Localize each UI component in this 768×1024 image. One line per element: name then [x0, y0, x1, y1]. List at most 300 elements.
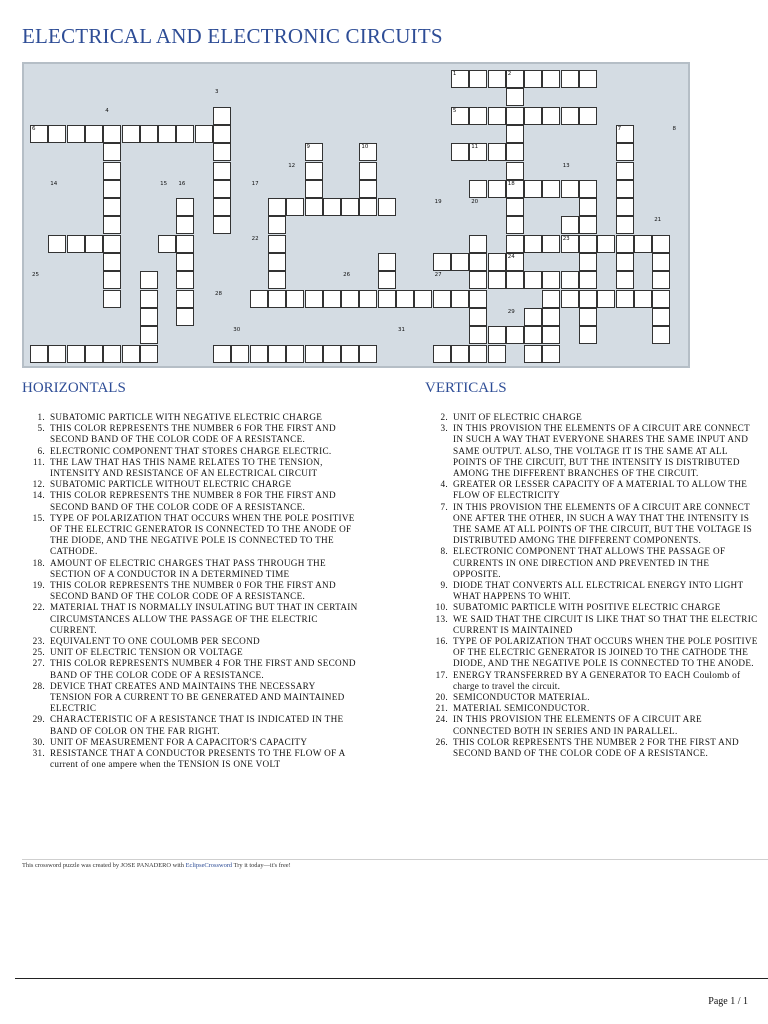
clue-number: 3.: [440, 423, 448, 434]
grid-cell[interactable]: [579, 326, 597, 344]
clue-text: ENERGY TRANSFERRED BY A GENERATOR TO EACH Coulomb of charge to travel the circuit.: [453, 669, 741, 691]
grid-cell[interactable]: [341, 345, 359, 363]
vertical-clue: [425, 423, 758, 479]
grid-cell[interactable]: [634, 235, 652, 253]
grid-cell[interactable]: [506, 216, 524, 234]
grid-cell[interactable]: [305, 162, 323, 180]
grid-cell[interactable]: [176, 253, 194, 271]
grid-cell[interactable]: [616, 162, 634, 180]
grid-cell[interactable]: [176, 235, 194, 253]
credit-line: [22, 862, 291, 869]
vertical-clue: [425, 737, 758, 759]
clue-text: THIS COLOR REPRESENTS THE NUMBER 0 FOR THE FIRST AND SECOND BAND OF THE COLOR CODE OF A RESISTANCE.: [50, 580, 336, 602]
clue-number-label: 5: [452, 107, 457, 114]
grid-cell[interactable]: [213, 180, 231, 198]
grid-cell[interactable]: [524, 271, 542, 289]
clue-number: 19.: [32, 580, 45, 591]
grid-cell[interactable]: [469, 345, 487, 363]
grid-cell[interactable]: [176, 125, 194, 143]
grid-cell[interactable]: [652, 235, 670, 253]
grid-cell[interactable]: [524, 180, 542, 198]
clue-number-label: 10: [361, 144, 369, 151]
grid-cell[interactable]: [341, 290, 359, 308]
grid-cell[interactable]: [305, 290, 323, 308]
clue-number: 2.: [440, 412, 448, 422]
clue-number: 4.: [440, 479, 448, 490]
verticals-heading: VERTICALS: [425, 380, 507, 396]
page-number: Page 1 / 1: [708, 996, 748, 1007]
vertical-clue: [425, 614, 758, 636]
grid-cell[interactable]: [561, 180, 579, 198]
clue-text: IN THIS PROVISION THE ELEMENTS OF A CIRCUIT ARE CONNECT IN SUCH A WAY THAT EVERYONE SHARES THE SAME INPUT AND SAME OUTPUT. ALSO, THE VOLTAGE IT IS THE SAME AT ALL POINTS OF THE CIRCUIT, BUT THE INTENSITY IS DISTRIBUTED AMONG THE DIFFERENT BRANCHES OF THE CIRCUIT.: [453, 423, 750, 479]
clue-number: 7.: [440, 501, 448, 512]
bottom-divider: [15, 978, 768, 979]
grid-cell[interactable]: [103, 143, 121, 161]
grid-cell[interactable]: [652, 290, 670, 308]
grid-cell[interactable]: [268, 290, 286, 308]
clue-text: GREATER OR LESSER CAPACITY OF A MATERIAL TO ALLOW THE FLOW OF ELECTRICITY: [453, 479, 748, 501]
grid-cell[interactable]: [616, 216, 634, 234]
eclipse-crossword-link[interactable]: EclipseCrossword: [185, 862, 233, 869]
horizontal-clue: [22, 479, 358, 490]
vertical-clue: [425, 479, 758, 501]
clue-number-label: 4: [105, 107, 109, 114]
grid-cell[interactable]: [213, 216, 231, 234]
vertical-clue: [425, 692, 758, 703]
grid-cell[interactable]: [451, 253, 469, 271]
clue-number-label: 3: [215, 89, 219, 96]
grid-cell[interactable]: [469, 326, 487, 344]
clue-text: RESISTANCE THAT A CONDUCTOR PRESENTS TO THE FLOW OF A current of one ampere when the TENSION IS ONE VOLT: [50, 748, 346, 770]
grid-cell[interactable]: [359, 162, 377, 180]
grid-cell[interactable]: [103, 162, 121, 180]
clue-number-label: 12: [288, 162, 296, 169]
grid-cell[interactable]: [597, 235, 615, 253]
clue-text: THIS COLOR REPRESENTS NUMBER 4 FOR THE FIRST AND SECOND BAND OF THE COLOR CODE OF A RESISTANCE.: [50, 658, 356, 680]
grid-cell[interactable]: [542, 308, 560, 326]
grid-cell[interactable]: [268, 198, 286, 216]
grid-cell[interactable]: [488, 143, 506, 161]
grid-cell[interactable]: [579, 107, 597, 125]
clue-number: 31.: [32, 748, 45, 759]
clue-number-label: 23: [562, 235, 570, 242]
grid-cell[interactable]: [67, 345, 85, 363]
grid-cell[interactable]: [176, 290, 194, 308]
grid-cell[interactable]: [396, 290, 414, 308]
clue-text: MATERIAL SEMICONDUCTOR.: [453, 703, 590, 714]
grid-cell[interactable]: [506, 107, 524, 125]
clue-number: 12.: [32, 479, 45, 490]
vertical-clue: [425, 502, 758, 547]
grid-cell[interactable]: [359, 290, 377, 308]
grid-cell[interactable]: [579, 290, 597, 308]
grid-cell[interactable]: [524, 326, 542, 344]
grid-cell[interactable]: [506, 88, 524, 106]
grid-cell[interactable]: [561, 216, 579, 234]
grid-cell[interactable]: [542, 326, 560, 344]
grid-cell[interactable]: [140, 125, 158, 143]
grid-cell[interactable]: [103, 271, 121, 289]
grid-cell[interactable]: [323, 198, 341, 216]
grid-cell[interactable]: [250, 290, 268, 308]
grid-cell[interactable]: [542, 70, 560, 88]
grid-cell[interactable]: [488, 345, 506, 363]
grid-cell[interactable]: [469, 180, 487, 198]
grid-cell[interactable]: [85, 345, 103, 363]
grid-cell[interactable]: [469, 271, 487, 289]
vertical-clues: [425, 412, 758, 759]
grid-cell[interactable]: [378, 198, 396, 216]
grid-cell[interactable]: [634, 290, 652, 308]
grid-cell[interactable]: [268, 271, 286, 289]
grid-cell[interactable]: [433, 345, 451, 363]
grid-cell[interactable]: [305, 345, 323, 363]
clue-text: CHARACTERISTIC OF A RESISTANCE THAT IS INDICATED IN THE BAND OF COLOR ON THE FAR RIGHT.: [50, 714, 344, 736]
grid-cell[interactable]: [103, 290, 121, 308]
grid-cell[interactable]: [488, 326, 506, 344]
grid-cell[interactable]: [140, 308, 158, 326]
horizontal-clue: [22, 423, 358, 445]
clue-number: 29.: [32, 714, 45, 725]
grid-cell[interactable]: [359, 180, 377, 198]
clue-number-label: 20: [471, 199, 479, 206]
grid-cell[interactable]: [469, 308, 487, 326]
clue-number-label: 18: [507, 180, 515, 187]
clue-text: AMOUNT OF ELECTRIC CHARGES THAT PASS THROUGH THE SECTION OF A CONDUCTOR IN A DETERMINED TIME: [50, 557, 326, 579]
grid-cell[interactable]: [616, 253, 634, 271]
grid-cell[interactable]: [176, 271, 194, 289]
clue-number: 22.: [32, 602, 45, 613]
horizontal-clue: [22, 748, 358, 770]
grid-cell[interactable]: [579, 271, 597, 289]
grid-cell[interactable]: [378, 290, 396, 308]
clue-number: 9.: [440, 580, 448, 591]
horizontal-clue: [22, 714, 358, 736]
grid-cell[interactable]: [341, 198, 359, 216]
grid-cell[interactable]: [616, 235, 634, 253]
grid-cell[interactable]: [158, 125, 176, 143]
grid-cell[interactable]: [48, 345, 66, 363]
grid-cell[interactable]: [579, 216, 597, 234]
grid-cell[interactable]: [85, 125, 103, 143]
clue-text: THE LAW THAT HAS THIS NAME RELATES TO THE TENSION, INTENSITY AND RESISTANCE OF AN ELECTRICAL CIRCUIT: [50, 456, 323, 479]
grid-cell[interactable]: [506, 271, 524, 289]
horizontal-clue: [22, 636, 358, 647]
clue-number-label: 31: [398, 327, 405, 334]
grid-cell[interactable]: [103, 216, 121, 234]
vertical-clue: [425, 670, 758, 692]
horizontal-clue: [22, 513, 358, 558]
grid-cell[interactable]: [103, 345, 121, 363]
clue-text: UNIT OF ELECTRIC CHARGE: [453, 412, 582, 422]
grid-cell[interactable]: [469, 290, 487, 308]
horizontal-clue: [22, 457, 358, 479]
clue-number-label: 13: [562, 162, 570, 169]
grid-cell[interactable]: [250, 345, 268, 363]
grid-cell[interactable]: [305, 180, 323, 198]
grid-cell[interactable]: [158, 235, 176, 253]
puzzle-title: ELECTRICAL AND ELECTRONIC CIRCUITS: [22, 24, 443, 48]
clue-text: WE SAID THAT THE CIRCUIT IS LIKE THAT SO THAT THE ELECTRIC CURRENT IS MAINTAINED: [453, 613, 758, 635]
clue-text: THIS COLOR REPRESENTS THE NUMBER 8 FOR THE FIRST AND SECOND BAND OF THE COLOR CODE OF A RESISTANCE.: [50, 490, 336, 512]
grid-cell[interactable]: [323, 345, 341, 363]
grid-cell[interactable]: [616, 180, 634, 198]
grid-cell[interactable]: [140, 290, 158, 308]
grid-cell[interactable]: [213, 345, 231, 363]
horizontal-clue: [22, 602, 358, 636]
clue-number: 8.: [440, 546, 448, 557]
grid-cell[interactable]: [414, 290, 432, 308]
clue-number-label: 7: [617, 125, 622, 132]
grid-cell[interactable]: [140, 271, 158, 289]
clue-number-label: 29: [507, 308, 515, 315]
vertical-clue: [425, 412, 758, 423]
grid-cell[interactable]: [213, 107, 231, 125]
grid-cell[interactable]: [213, 143, 231, 161]
clue-text: SEMICONDUCTOR MATERIAL.: [453, 692, 590, 703]
grid-cell[interactable]: [176, 308, 194, 326]
clue-number: 20.: [435, 692, 448, 703]
grid-cell[interactable]: [451, 143, 469, 161]
clue-text: THIS COLOR REPRESENTS THE NUMBER 6 FOR THE FIRST AND SECOND BAND OF THE COLOR CODE OF A RESISTANCE.: [50, 423, 336, 445]
grid-cell[interactable]: [652, 308, 670, 326]
grid-cell[interactable]: [378, 271, 396, 289]
clue-text: DEVICE THAT CREATES AND MAINTAINS THE NECESSARY TENSION FOR A CURRENT TO BE GENERATED AND MAINTAINED ELECTRIC: [50, 680, 345, 714]
clue-number-label: 21: [654, 217, 662, 224]
footer-divider: [22, 859, 768, 860]
clue-text: THIS COLOR REPRESENTS THE NUMBER 2 FOR THE FIRST AND SECOND BAND OF THE COLOR CODE OF A RESISTANCE.: [453, 736, 739, 759]
grid-cell[interactable]: [579, 70, 597, 88]
grid-cell[interactable]: [323, 290, 341, 308]
grid-cell[interactable]: [616, 290, 634, 308]
grid-cell[interactable]: [103, 235, 121, 253]
clue-number: 5.: [37, 423, 45, 434]
clue-number: 16.: [435, 636, 448, 647]
credit-suffix: Try it today—it's free!: [232, 862, 291, 869]
clue-number-label: 1: [452, 71, 457, 77]
grid-cell[interactable]: [561, 290, 579, 308]
grid-cell[interactable]: [542, 345, 560, 363]
grid-cell[interactable]: [469, 253, 487, 271]
grid-cell[interactable]: [195, 125, 213, 143]
clue-number: 23.: [32, 636, 45, 647]
clue-number: 18.: [32, 557, 45, 568]
clue-text: SUBATOMIC PARTICLE WITH POSITIVE ELECTRIC CHARGE: [453, 602, 721, 613]
horizontal-clue: [22, 412, 358, 423]
clue-text: EQUIVALENT TO ONE COULOMB PER SECOND: [50, 636, 260, 647]
horizontal-clue: [22, 647, 358, 658]
clue-number-label: 25: [32, 272, 39, 279]
grid-cell[interactable]: [561, 70, 579, 88]
vertical-clue: [425, 602, 758, 613]
clue-number: 26.: [435, 736, 448, 747]
clue-text: UNIT OF MEASUREMENT FOR A CAPACITOR'S CAPACITY: [50, 736, 308, 747]
clue-number-label: 17: [251, 180, 259, 187]
grid-cell[interactable]: [506, 235, 524, 253]
grid-cell[interactable]: [542, 271, 560, 289]
clue-number: 24.: [435, 714, 448, 725]
grid-cell[interactable]: [506, 326, 524, 344]
clue-number-label: 30: [233, 327, 241, 334]
horizontal-clue: [22, 490, 358, 512]
grid-cell[interactable]: [213, 125, 231, 143]
grid-cell[interactable]: [140, 326, 158, 344]
grid-cell[interactable]: [433, 253, 451, 271]
clue-text: SUBATOMIC PARTICLE WITH NEGATIVE ELECTRIC CHARGE: [50, 412, 323, 422]
horizontal-clue: [22, 658, 358, 680]
grid-cell[interactable]: [176, 216, 194, 234]
grid-cell[interactable]: [286, 290, 304, 308]
grid-cell[interactable]: [524, 70, 542, 88]
clue-number-label: 15: [160, 180, 168, 187]
grid-cell[interactable]: [506, 162, 524, 180]
clue-number-label: 9: [306, 144, 310, 151]
grid-cell[interactable]: [268, 235, 286, 253]
vertical-clue: [425, 714, 758, 736]
horizontal-clue: [22, 558, 358, 580]
grid-cell[interactable]: [506, 125, 524, 143]
grid-cell[interactable]: [85, 235, 103, 253]
grid-cell[interactable]: [524, 345, 542, 363]
clue-text: UNIT OF ELECTRIC TENSION OR VOLTAGE: [50, 647, 243, 658]
grid-cell[interactable]: [231, 345, 249, 363]
grid-cell[interactable]: [579, 253, 597, 271]
horizontal-clue: [22, 681, 358, 715]
grid-cell[interactable]: [524, 107, 542, 125]
clue-number: 17.: [435, 669, 448, 680]
grid-cell[interactable]: [616, 198, 634, 216]
clue-number: 1.: [37, 412, 45, 422]
grid-cell[interactable]: [103, 180, 121, 198]
clue-text: TYPE OF POLARIZATION THAT OCCURS WHEN THE POLE POSITIVE OF THE ELECTRIC GENERATOR IS JOINED TO THE CATHODE THE DIODE, AND THE NEGATIVE POLE IS CONNECTED TO THE ANODE.: [453, 636, 758, 669]
grid-cell[interactable]: [213, 198, 231, 216]
clue-number-label: 14: [50, 180, 58, 187]
grid-cell[interactable]: [616, 143, 634, 161]
clue-number: 27.: [32, 658, 45, 669]
grid-cell[interactable]: [30, 345, 48, 363]
clue-text: ELECTRONIC COMPONENT THAT STORES CHARGE ELECTRIC.: [50, 445, 332, 456]
grid-cell[interactable]: [542, 107, 560, 125]
clue-number-label: 19: [434, 199, 442, 206]
clue-number: 15.: [32, 512, 45, 523]
clue-number-label: 24: [507, 254, 515, 260]
grid-cell[interactable]: [140, 345, 158, 363]
grid-cell[interactable]: [378, 253, 396, 271]
clue-number: 21.: [435, 703, 448, 714]
grid-cell[interactable]: [652, 326, 670, 344]
grid-cell[interactable]: [469, 70, 487, 88]
grid-cell[interactable]: [488, 70, 506, 88]
grid-cell[interactable]: [542, 180, 560, 198]
clue-text: MATERIAL THAT IS NORMALLY INSULATING BUT THAT IN CERTAIN CIRCUMSTANCES ALLOW THE PASSAGE OF THE ELECTRIC CURRENT.: [50, 602, 358, 635]
grid-cell[interactable]: [488, 253, 506, 271]
grid-cell[interactable]: [176, 198, 194, 216]
grid-cell[interactable]: [305, 198, 323, 216]
grid-cell[interactable]: [542, 290, 560, 308]
grid-cell[interactable]: [451, 290, 469, 308]
grid-cell[interactable]: [579, 180, 597, 198]
clue-number: 6.: [37, 445, 45, 456]
grid-cell[interactable]: [451, 345, 469, 363]
grid-cell[interactable]: [213, 162, 231, 180]
clue-number: 28.: [32, 680, 45, 691]
grid-cell[interactable]: [268, 216, 286, 234]
clue-number-label: 26: [343, 272, 351, 279]
grid-cell[interactable]: [48, 235, 66, 253]
grid-cell[interactable]: [67, 125, 85, 143]
horizontal-clues: [22, 412, 358, 771]
grid-cell[interactable]: [488, 180, 506, 198]
vertical-clue: [425, 703, 758, 714]
grid-cell[interactable]: [286, 198, 304, 216]
grid-cell[interactable]: [48, 125, 66, 143]
clue-number-label: 27: [434, 272, 442, 279]
horizontal-clue: [22, 737, 358, 748]
grid-cell[interactable]: [561, 271, 579, 289]
grid-cell[interactable]: [433, 290, 451, 308]
credit-prefix: This crossword puzzle was created by JOSE PANADERO with: [22, 862, 186, 869]
clue-number: 13.: [435, 613, 448, 624]
grid-cell[interactable]: [542, 235, 560, 253]
grid-cell[interactable]: [652, 253, 670, 271]
clue-number: 30.: [32, 736, 45, 747]
grid-cell[interactable]: [122, 345, 140, 363]
clue-number-label: 16: [178, 180, 186, 187]
grid-cell[interactable]: [268, 253, 286, 271]
crossword-grid: [22, 62, 690, 368]
grid-cell[interactable]: [359, 198, 377, 216]
grid-cell[interactable]: [469, 235, 487, 253]
vertical-clue: [425, 636, 758, 670]
grid-cell[interactable]: [579, 308, 597, 326]
grid-cell[interactable]: [506, 143, 524, 161]
clue-number-label: 6: [32, 125, 36, 132]
grid-cell[interactable]: [652, 271, 670, 289]
grid-cell[interactable]: [67, 235, 85, 253]
grid-cell[interactable]: [488, 107, 506, 125]
clue-number-label: 11: [471, 144, 479, 151]
clue-text: ELECTRONIC COMPONENT THAT ALLOWS THE PASSAGE OF CURRENTS IN ONE DIRECTION AND PREVENTED IN THE OPPOSITE.: [453, 546, 726, 579]
grid-cell[interactable]: [359, 345, 377, 363]
horizontals-heading: HORIZONTALS: [22, 380, 126, 396]
grid-cell[interactable]: [561, 107, 579, 125]
grid-cell[interactable]: [103, 125, 121, 143]
grid-cell[interactable]: [616, 271, 634, 289]
grid-cell[interactable]: [524, 235, 542, 253]
clue-number: 25.: [32, 647, 45, 658]
clue-number-label: 8: [672, 125, 676, 132]
clue-number-label: 28: [215, 290, 222, 297]
clue-text: IN THIS PROVISION THE ELEMENTS OF A CIRCUIT ARE CONNECTED BOTH IN SERIES AND IN PARALLEL.: [453, 714, 702, 736]
vertical-clue: [425, 580, 758, 602]
grid-cell[interactable]: [103, 198, 121, 216]
vertical-clue: [425, 546, 758, 580]
grid-cell[interactable]: [579, 235, 597, 253]
grid-cell[interactable]: [579, 198, 597, 216]
clue-text: SUBATOMIC PARTICLE WITHOUT ELECTRIC CHARGE: [50, 479, 292, 490]
grid-cell[interactable]: [488, 271, 506, 289]
grid-cell[interactable]: [268, 345, 286, 363]
grid-cell[interactable]: [506, 198, 524, 216]
grid-cell[interactable]: [469, 107, 487, 125]
horizontal-clue: [22, 446, 358, 457]
grid-cell[interactable]: [103, 253, 121, 271]
grid-cell[interactable]: [597, 290, 615, 308]
clue-number-label: 2: [507, 71, 512, 77]
grid-cell[interactable]: [122, 125, 140, 143]
grid-cell[interactable]: [524, 308, 542, 326]
grid-cell[interactable]: [286, 345, 304, 363]
